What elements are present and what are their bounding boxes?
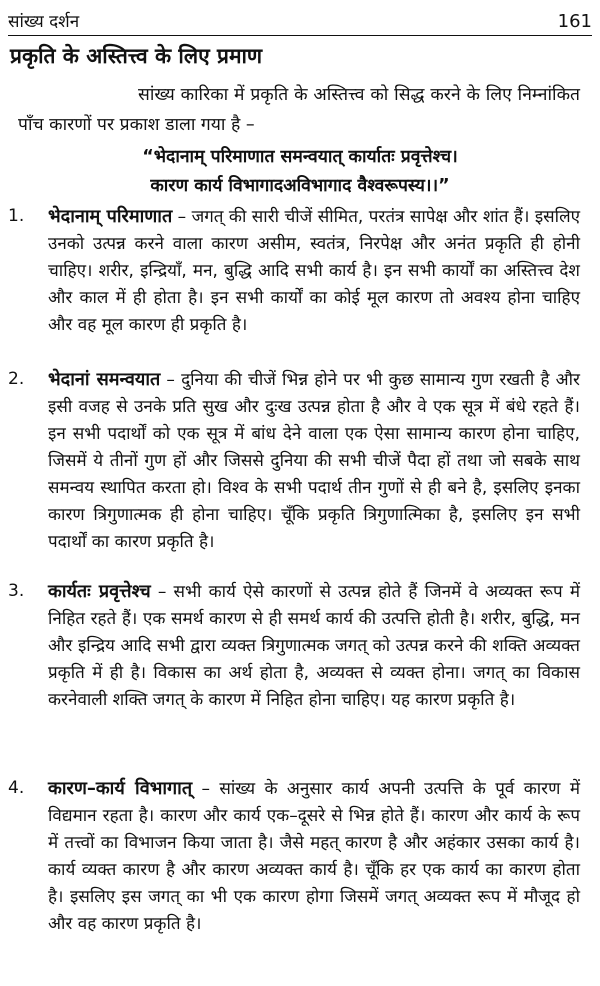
intro-paragraph: सांख्य कारिका में प्रकृति के अस्तित्त्व को सिद्ध करने के लिए निम्नांकित पाँच कारणों पर प्रकाश डाला गया है – — [18, 85, 580, 135]
item-body — [48, 578, 580, 714]
item-number: 3. — [8, 581, 25, 601]
item-term: भेदानां समन्वयात — [48, 369, 161, 390]
item-number: 4. — [8, 778, 25, 798]
item-term: कारण–कार्य विभागात् — [48, 778, 193, 799]
item-term: भेदानाम् परिमाणात — [48, 206, 173, 227]
item-text: – जगत् की सारी चीजें सीमित, परतंत्र सापेक्ष और शांत हैं। इसलिए उनको उत्पन्न करने वाला कारण असीम, स्वतंत्र, निरपेक्ष और अनंत प्रकृति ही होनी चाहिए। शरीर, इन्द्रियाँ, मन, बुद्धि आदि सभी कार्य है। इन सभी कार्यों का अस्तित्त्व देश और काल में ही होता है। इन सभी कार्यों का कोई मूल कारण तो अवश्य होना चाहिए और वह मूल कारण ही प्रकृति है। — [48, 207, 580, 335]
list-item-2 — [8, 366, 580, 556]
page-number: 161 — [557, 11, 592, 32]
list-item-1 — [8, 203, 580, 339]
section-title: प्रकृति के अस्तित्त्व के लिए प्रमाण — [10, 44, 263, 68]
item-body — [48, 203, 580, 339]
item-body — [48, 775, 580, 938]
item-body — [48, 366, 580, 556]
list-item-3 — [8, 578, 580, 714]
list-item-4 — [8, 775, 580, 938]
item-text: – सांख्य के अनुसार कार्य अपनी उत्पत्ति के पूर्व कारण में विद्यमान रहता है। कारण और कार्य एक–दूसरे से भिन्न होते हैं। कारण और कार्य के रूप में तत्त्वों का विभाजन किया जाता है। जैसे महत् कारण है और अहंकार उसका कार्य है। कार्य व्यक्त कारण है और कारण अव्यक्त कार्य है। चूँकि हर एक कार्य का कारण होता है। इसलिए इस जगत् का भी एक कारण होगा जिसमें जगत् अव्यक्त रूप में मौजूद हो और वह कारण प्रकृति है। — [48, 779, 580, 934]
verse-line-1: “भेदानाम् परिमाणात समन्वयात् कार्यातः प्रवृत्तेश्च। — [142, 147, 458, 167]
item-number: 1. — [8, 206, 25, 226]
running-title: सांख्य दर्शन — [8, 12, 80, 32]
item-term: कार्यतः प्रवृत्तेश्च — [48, 581, 151, 602]
sutra-verse — [20, 143, 580, 201]
running-header — [8, 6, 592, 36]
verse-line-2: कारण कार्य विभागादअविभागाद वैश्वरूपस्य।।” — [150, 176, 450, 196]
item-number: 2. — [8, 369, 25, 389]
item-text: – दुनिया की चीजें भिन्न होने पर भी कुछ सामान्य गुण रखती है और इसी वजह से उनके प्रति सुख और दुःख उत्पन्न होता है और वे एक सूत्र में बंधे रहते हैं। इन सभी पदार्थों को एक सूत्र में बांध देने वाला एक ऐसा सामान्य कारण होना चाहिए, जिसमें ये तीनों गुण हों और जिससे दुनिया की सभी चीजें पैदा हों तथा जो सबके साथ समन्वय स्थापित करता हो। विश्व के सभी पदार्थ तीन गुणों से ही बने है, इसलिए इनका कारण त्रिगुणात्मक ही होना चाहिए। चूँकि प्रकृति त्रिगुणात्मिका है, इसलिए इन सभी पदार्थों का कारण प्रकृति है। — [48, 370, 580, 552]
item-text: – सभी कार्य ऐसे कारणों से उत्पन्न होते हैं जिनमें वे अव्यक्त रूप में निहित रहते हैं। एक समर्थ कारण से ही समर्थ कार्य की उत्पत्ति होती है। शरीर, बुद्धि, मन और इन्द्रिय आदि सभी द्वारा व्यक्त त्रिगुणात्मक जगत् को उत्पन्न करने की शक्ति अव्यक्त प्रकृति में ही है। विकास का अर्थ होता है, अव्यक्त से व्यक्त होना। जगत् का विकास करनेवाली शक्ति जगत् के कारण में निहित होना चाहिए। यह कारण प्रकृति है। — [48, 582, 581, 710]
